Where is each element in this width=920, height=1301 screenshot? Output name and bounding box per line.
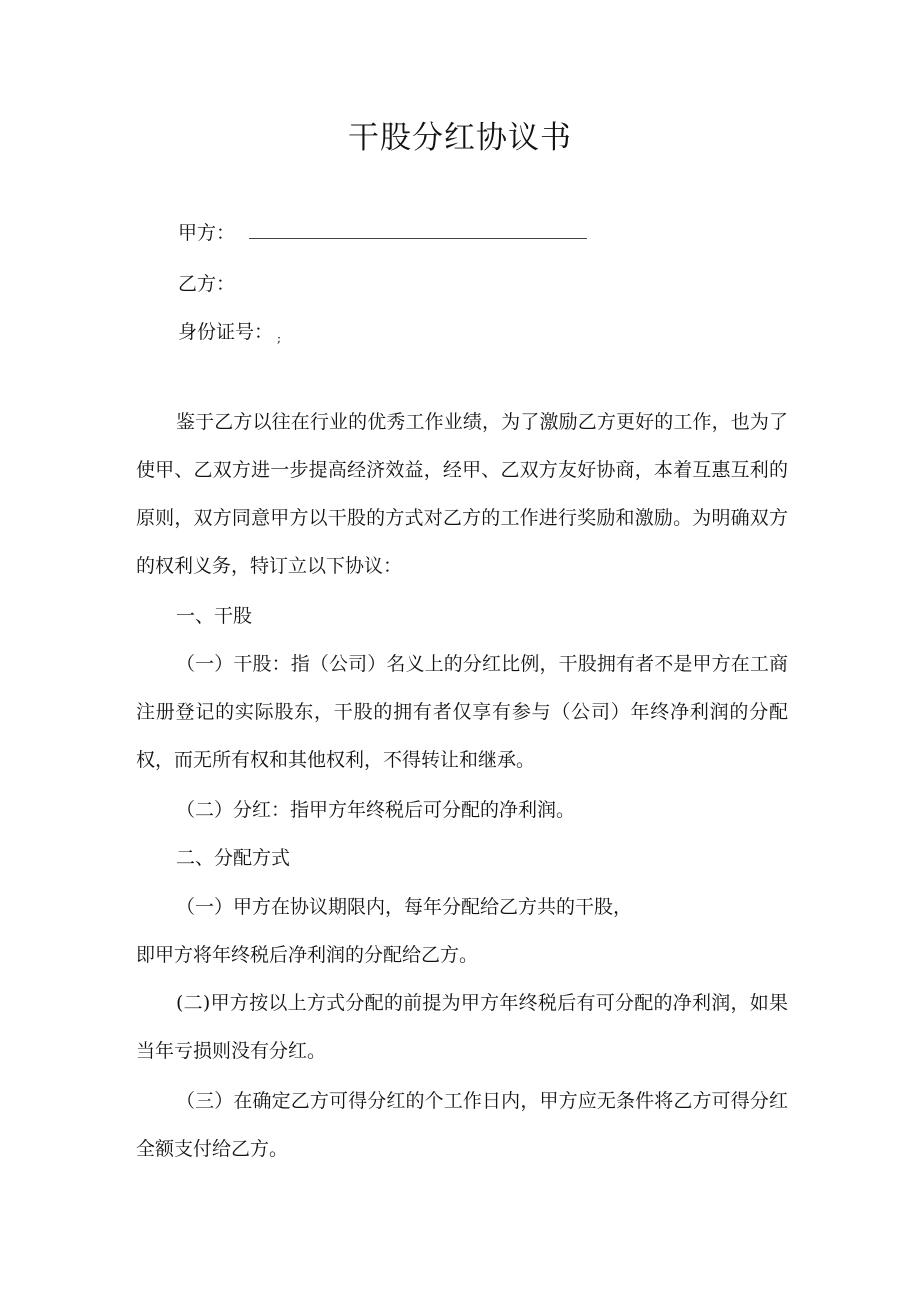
party-a-blank — [249, 220, 587, 239]
section-2-heading: 二、分配方式 — [176, 847, 291, 869]
intro-paragraph: 鉴于乙方以往在行业的优秀工作业绩，为了激励乙方更好的工作，也为了使甲、乙双方进一步提高经济效益，经甲、乙双方友好协商，本着互惠互利的原则，双方同意甲方以干股的方式对乙方的工作进行奖励和激励。为明确双方的权利义务，特订立以下协议： — [136, 411, 788, 577]
party-b-line — [178, 270, 235, 298]
id-number-mark: ; — [277, 331, 282, 345]
id-number-label: 身份证号： — [178, 321, 274, 343]
section-2-item-1-line-2: 即甲方将年终税后净利润的分配给乙方。 — [136, 944, 479, 966]
section-1-item-2: （二）分红：指甲方年终税后可分配的净利润。 — [176, 799, 576, 821]
section-1-heading: 一、干股 — [176, 605, 253, 627]
party-a-line — [178, 219, 587, 247]
section-2-item-1-line-1: （一）甲方在协议期限内，每年分配给乙方共的干股， — [176, 896, 633, 918]
party-a-label: 甲方： — [178, 222, 236, 244]
party-b-label: 乙方： — [178, 273, 236, 295]
section-1-item-1: （一）干股：指（公司）名义上的分红比例，干股拥有者不是甲方在工商注册登记的实际股东，干股的拥有者仅享有参与（公司）年终净利润的分配权，而无所有权和其他权利，不得转让和继承。 — [136, 653, 788, 771]
document-title: 干股分红协议书 — [348, 120, 572, 156]
section-2-item-2: (二)甲方按以上方式分配的前提为甲方年终税后有可分配的净利润，如果当年亏损则没有分红。 — [136, 992, 788, 1062]
section-2-item-3: （三）在确定乙方可得分红的个工作日内，甲方应无条件将乙方可得分红全额支付给乙方。 — [136, 1090, 788, 1160]
id-number-line — [178, 318, 281, 352]
